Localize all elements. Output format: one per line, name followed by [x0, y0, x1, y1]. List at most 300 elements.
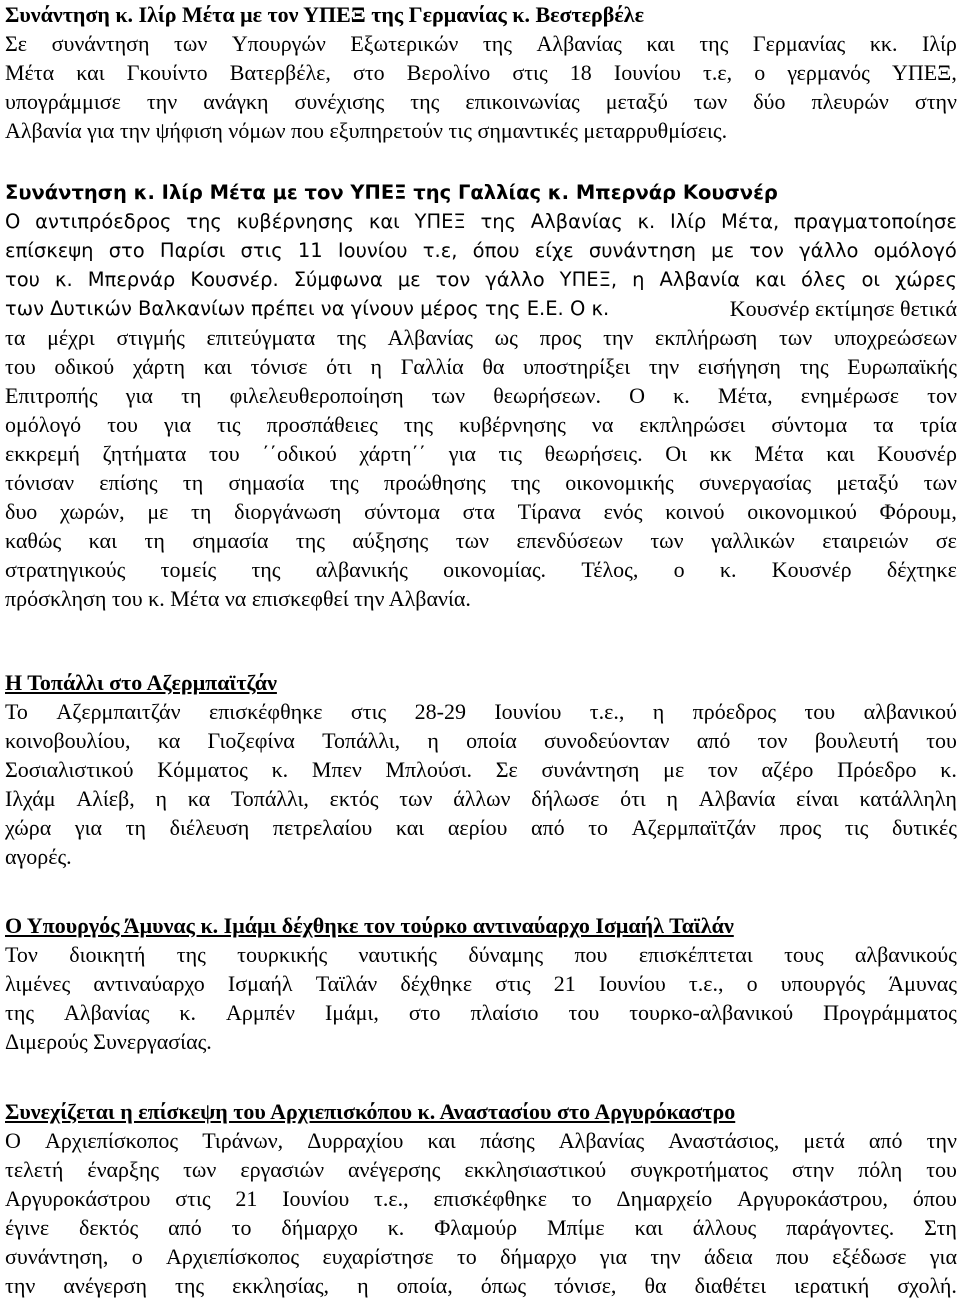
word: αντιναύαρχο: [93, 971, 205, 996]
word: συγκροτήματος: [630, 1157, 768, 1182]
word: Κόμματος: [157, 757, 248, 782]
word: αερίου: [447, 815, 508, 840]
paragraph-line: [5, 29, 957, 58]
word: χώρα: [5, 815, 52, 840]
word: για: [599, 1244, 628, 1269]
serif-text-part: Κουσνέρ εκτίμησε θετικά: [729, 296, 957, 321]
word: Αρμπέν: [226, 1000, 295, 1025]
word: ομόλογό: [873, 239, 957, 262]
word: στις: [512, 60, 548, 85]
word: σύντομα: [364, 499, 440, 524]
heading-anastasios-gjirokaster: Συνεχίζεται η επίσκεψη του Αρχιεπισκόπου κ. Αναστασίου στο Αργυρόκαστρο: [5, 1099, 736, 1124]
word: Ιλίρ: [922, 31, 957, 56]
word: αντιπρόεδρος: [35, 210, 172, 233]
word: των: [650, 528, 684, 553]
word: μεταξύ: [836, 470, 899, 495]
word: εκκλησίας,: [232, 1273, 330, 1298]
word: σχολή.: [897, 1273, 957, 1298]
paragraph-line: [5, 1213, 957, 1242]
paragraph-line: [5, 1184, 957, 1213]
word: άδεια: [704, 1244, 753, 1269]
word: κυβέρνησης: [236, 210, 355, 233]
word: λιμένες: [5, 971, 71, 996]
word: ανέγερσης: [348, 1157, 441, 1182]
word: Το: [5, 699, 28, 724]
word: στα: [462, 499, 495, 524]
word: Μέτα,: [721, 210, 780, 233]
word: βουλευτή: [814, 728, 899, 753]
paragraph-line: [5, 726, 957, 755]
word: διαθέτει: [694, 1273, 767, 1298]
word: μετά: [803, 1128, 845, 1153]
paragraph-line: [5, 813, 957, 842]
word: Αρχιεπίσκοπος: [45, 1128, 179, 1153]
word: του: [926, 728, 957, 753]
word: χάρτη: [132, 354, 185, 379]
word: κα: [157, 728, 181, 753]
word: κ.: [673, 383, 690, 408]
word: κυβέρνησης: [458, 412, 566, 437]
word: σημασία: [228, 470, 305, 495]
word: ο: [746, 971, 758, 996]
word: για: [929, 1244, 957, 1269]
word: την: [5, 1273, 36, 1298]
heading-topalli-azerbaijan: Η Τοπάλλι στο Αζερμπαϊτζάν: [5, 670, 277, 695]
word: προσπάθειες: [266, 412, 378, 437]
word: η: [357, 1273, 369, 1298]
word: Σε: [495, 757, 518, 782]
paragraph-line: [5, 1155, 957, 1184]
paragraph-line: [5, 998, 957, 1027]
word: Αρχιεπίσκοπος: [166, 1244, 300, 1269]
word: Μπερνάρ: [87, 268, 176, 291]
word: ενημέρωσε: [800, 383, 900, 408]
word: διοικητή: [69, 942, 146, 967]
word: των: [455, 528, 490, 553]
word: με: [711, 239, 735, 262]
word: οικονομικής: [565, 470, 674, 495]
word: πλευρών: [811, 89, 889, 114]
word: Ο: [5, 210, 21, 233]
word: η: [632, 268, 645, 291]
word: Μέτα: [5, 60, 55, 85]
word: να: [591, 412, 614, 437]
word: της: [403, 412, 433, 437]
word: η: [155, 786, 167, 811]
word: κ.: [54, 268, 73, 291]
heading-meta-westerwelle: Συνάντηση κ. Ιλίρ Μέτα με τον ΥΠΕΞ της Γερμανίας κ. Βεστερβέλε: [5, 2, 644, 27]
word: και: [368, 210, 400, 233]
word: όπου: [472, 239, 520, 262]
paragraph-line: [5, 58, 957, 87]
word: του: [568, 1000, 600, 1025]
word: τη: [191, 499, 212, 524]
word: από: [696, 728, 731, 753]
paragraph-line: [5, 1271, 957, 1300]
section-imami-taylan: [5, 911, 957, 1056]
word: έγινε: [5, 1215, 50, 1240]
word: ΄΄οδικού: [262, 441, 337, 466]
word: Ιλχάμ: [5, 786, 56, 811]
word: καθώς: [5, 528, 62, 553]
word: επίσης: [99, 470, 158, 495]
word: και: [88, 528, 117, 553]
word: ΥΠΕΞ,: [891, 60, 957, 85]
word: άλλων: [453, 786, 511, 811]
paragraph-line: [5, 410, 957, 439]
word: Γαλλία: [400, 354, 464, 379]
word: προώθησης: [383, 470, 486, 495]
word: κ.: [719, 557, 737, 582]
word: Προγράμματος: [823, 1000, 957, 1025]
paragraph-line-mixed: [5, 294, 957, 323]
word: Βερολίνο: [406, 60, 491, 85]
word: οποία,: [396, 1273, 453, 1298]
word: και: [826, 441, 855, 466]
word: Αζερμπαϊτζάν: [631, 815, 756, 840]
word: την: [648, 354, 680, 379]
word: κ.: [940, 757, 957, 782]
word: της: [5, 1000, 35, 1025]
paragraph-line: [5, 381, 957, 410]
word: της: [251, 557, 281, 582]
word: στο: [352, 60, 385, 85]
word: ενός: [603, 499, 643, 524]
word: προς: [539, 325, 582, 350]
word: με: [397, 268, 421, 291]
word: 18: [569, 60, 592, 85]
word: του: [804, 699, 836, 724]
word: Ιλίρ: [669, 210, 707, 233]
word: την: [926, 1128, 957, 1153]
word: την: [650, 1244, 681, 1269]
word: είχε: [534, 239, 574, 262]
word: των: [399, 786, 433, 811]
paragraph-line: [5, 526, 957, 555]
word: διοργάνωση: [234, 499, 342, 524]
word: Δυρραχίου: [307, 1128, 404, 1153]
word: των: [923, 470, 957, 495]
word: της: [480, 210, 517, 233]
word: όπως: [480, 1273, 527, 1298]
word: Μπλούσι.: [385, 757, 473, 782]
word: δυο: [5, 499, 38, 524]
word: ομόλογό: [5, 412, 82, 437]
word: τις: [498, 441, 523, 466]
paragraph-line: [5, 1242, 957, 1271]
word: τουρκικής: [237, 942, 328, 967]
word: Ο: [629, 383, 645, 408]
word: κα: [187, 786, 211, 811]
word: Γιοζεφίνα: [207, 728, 295, 753]
word: Ιμάμι,: [324, 1000, 379, 1025]
word: ο: [673, 557, 685, 582]
word: πάσης: [479, 1128, 535, 1153]
word: εκτός: [329, 786, 379, 811]
word: Αλβανίας: [558, 1128, 645, 1153]
word: Ισμαήλ: [227, 971, 293, 996]
word: πρόεδρος: [692, 699, 777, 724]
word: ότι: [620, 786, 646, 811]
paragraph-line: [5, 555, 957, 584]
word: ΥΠΕΞ: [414, 210, 466, 233]
word: κοινοβουλίου,: [5, 728, 131, 753]
word: συνέχισης: [294, 89, 385, 114]
word: Αζερμπαιτζάν: [56, 699, 181, 724]
word: Μπίμε: [547, 1215, 605, 1240]
word: στρατηγικούς: [5, 557, 126, 582]
word: τόνισαν: [5, 470, 75, 495]
word: δυτικές: [891, 815, 957, 840]
word: κατάλληλη: [859, 786, 957, 811]
word: τ.ε.,: [374, 1186, 409, 1211]
section-meta-kouchner: [5, 178, 957, 613]
word: οποία: [466, 728, 517, 753]
word: στις: [240, 239, 283, 262]
word: Ιουνίου: [337, 239, 408, 262]
paragraph-line: [5, 352, 957, 381]
word: Γκουίντο: [126, 60, 208, 85]
word: στο: [408, 1000, 441, 1025]
word: Στη: [924, 1215, 957, 1240]
word: με: [147, 499, 169, 524]
word: πόλη: [858, 1157, 903, 1182]
word: όλες: [801, 268, 847, 291]
word: η: [666, 786, 679, 811]
word: τελετή: [5, 1157, 64, 1182]
word: τα: [5, 325, 26, 350]
word: κοινού: [665, 499, 725, 524]
word: σύντομα: [771, 412, 848, 437]
word: Ταϊλάν: [315, 971, 378, 996]
word: κκ: [709, 441, 732, 466]
word: ανέγερση: [63, 1273, 147, 1298]
word: συνοδεύονταν: [544, 728, 670, 753]
word: μεταξύ: [605, 89, 668, 114]
word: Φλαμούρ: [434, 1215, 518, 1240]
word: πλαίσιο: [470, 1000, 539, 1025]
word: της: [295, 528, 325, 553]
word: Αλβανίας: [387, 325, 473, 350]
word: Αναστάσιος,: [668, 1128, 780, 1153]
word: δήμαρχο: [500, 1244, 577, 1269]
word: το: [588, 815, 609, 840]
word: δύο: [753, 89, 786, 114]
word: πετρελαίου: [272, 815, 373, 840]
word: της: [176, 942, 206, 967]
word: τη: [181, 383, 202, 408]
word: του: [5, 268, 40, 291]
word: το: [231, 1215, 252, 1240]
sans-text-part: των Δυτικών Βαλκανίων πρέπει να γίνουν μέρος της Ε.Ε. Ο κ.: [5, 297, 610, 320]
word: κ.: [179, 1000, 197, 1025]
word: Αλβανία: [659, 268, 741, 291]
word: αλβανικού: [863, 699, 957, 724]
paragraph-line: [5, 755, 957, 784]
word: συνάντηση,: [5, 1244, 109, 1269]
word: Ιουνίου: [494, 699, 562, 724]
word: και: [395, 815, 425, 840]
word: χώρες: [895, 268, 957, 291]
word: τρία: [919, 412, 957, 437]
word: Σοσιαλιστικού: [5, 757, 134, 782]
word: Φόρουμ,: [879, 499, 957, 524]
word: Μέτα,: [717, 383, 773, 408]
word: ότι: [326, 354, 352, 379]
word: εργασιών: [240, 1157, 325, 1182]
word: εκπλήρωση: [655, 325, 758, 350]
word: Τιράνων,: [202, 1128, 284, 1153]
word: ευχαρίστησε: [322, 1244, 434, 1269]
word: κ.: [387, 1215, 405, 1240]
word: τη: [144, 528, 165, 553]
word: συνάντηση: [541, 757, 640, 782]
word: τη: [125, 815, 146, 840]
word: της: [186, 210, 222, 233]
word: των: [778, 325, 813, 350]
word: γάλλο: [799, 239, 859, 262]
word: τον: [757, 728, 788, 753]
word: της: [482, 31, 512, 56]
word: Τοπάλλι,: [322, 728, 401, 753]
word: θεωρήσεων.: [493, 383, 601, 408]
paragraph-line: [5, 207, 957, 236]
word: το: [456, 1244, 477, 1269]
word: τις: [217, 412, 241, 437]
word: παράγοντες.: [786, 1215, 895, 1240]
word: του: [208, 441, 240, 466]
word: επισκέφθηκε: [208, 699, 323, 724]
word: για: [163, 412, 192, 437]
word: εταιρειών: [822, 528, 909, 553]
word: τους: [784, 942, 824, 967]
word: 21: [553, 971, 576, 996]
word: Άμυνας: [888, 971, 957, 996]
word: αζέρο: [761, 757, 814, 782]
word: Τοπάλλι,: [230, 786, 309, 811]
word: 28-29: [414, 699, 466, 724]
word: υποχρεώσεων: [833, 325, 957, 350]
word: Παρίσι: [159, 239, 226, 262]
word: οδικού: [54, 354, 115, 379]
word: οι: [861, 268, 881, 291]
word: με: [663, 757, 685, 782]
word: Βατερβέλε,: [229, 60, 331, 85]
word: και: [755, 268, 786, 291]
word: στο: [108, 239, 145, 262]
word: Εξωτερικών: [350, 31, 459, 56]
word: την: [146, 89, 178, 114]
word: Μέτα: [754, 441, 804, 466]
word: της: [699, 31, 729, 56]
word: Αλβανία: [698, 786, 776, 811]
word: ΥΠΕΞ,: [559, 268, 618, 291]
paragraph-line: [5, 697, 957, 726]
word: τομείς: [160, 557, 217, 582]
word: γαλλικών: [711, 528, 795, 553]
word: τ.ε.,: [688, 971, 724, 996]
word: συνάντηση: [588, 239, 696, 262]
word: εξέδωσε: [832, 1244, 907, 1269]
word: τα: [873, 412, 894, 437]
paragraph-line: Διμερούς Συνεργασίας.: [5, 1029, 212, 1054]
word: δύναμης: [468, 942, 544, 967]
word: τον: [707, 757, 738, 782]
word: επιτεύγματα: [206, 325, 316, 350]
word: Ιουνίου: [613, 60, 681, 85]
word: Τίρανα: [517, 499, 581, 524]
section-anastasios-gjirokaster: [5, 1097, 957, 1300]
word: τη: [182, 470, 204, 495]
word: Αλβανίας: [536, 31, 622, 56]
word: συνάντηση: [51, 31, 150, 56]
word: των: [183, 1157, 217, 1182]
word: γάλλο: [485, 268, 545, 291]
word: Ιουνίου: [282, 1186, 350, 1211]
word: από: [168, 1215, 202, 1240]
word: Αργυροκάστρου: [5, 1186, 151, 1211]
word: ανάγκη: [203, 89, 269, 114]
word: προς: [779, 815, 822, 840]
word: των: [431, 383, 466, 408]
word: πραγματοποίησε: [793, 210, 957, 233]
paragraph-line: [5, 87, 957, 116]
word: Ιουνίου: [598, 971, 666, 996]
word: φιλελευθεροποίηση: [229, 383, 404, 408]
word: επισκέφθηκε: [433, 1186, 547, 1211]
word: τις: [844, 815, 869, 840]
word: δήλωσε: [531, 786, 600, 811]
word: σημασία: [192, 528, 269, 553]
word: για: [448, 441, 476, 466]
word: ναυτικής: [358, 942, 437, 967]
section-topalli-azerbaijan: [5, 668, 957, 871]
word: σε: [935, 528, 957, 553]
word: το: [571, 1186, 592, 1211]
word: χάρτη΄΄: [359, 441, 427, 466]
word: ο: [754, 60, 766, 85]
word: Αλβανίας: [64, 1000, 150, 1025]
word: συνεργασίας: [698, 470, 812, 495]
word: Τον: [5, 942, 38, 967]
paragraph-line: [5, 439, 957, 468]
word: θα: [644, 1273, 667, 1298]
word: τον: [435, 268, 471, 291]
word: για: [74, 815, 103, 840]
paragraph-line: [5, 468, 957, 497]
word: Ο: [5, 1128, 21, 1153]
word: των: [693, 89, 728, 114]
word: τ.ε.,: [589, 699, 625, 724]
word: από: [868, 1128, 903, 1153]
word: τ.ε,: [703, 60, 733, 85]
word: στις: [175, 1186, 211, 1211]
word: και: [76, 60, 105, 85]
word: θεωρήσεις.: [544, 441, 643, 466]
word: που: [775, 1244, 809, 1269]
word: έναρξης: [87, 1157, 160, 1182]
word: ως: [494, 325, 518, 350]
word: κ.: [271, 757, 289, 782]
word: Ευρωπαϊκής: [847, 354, 957, 379]
word: εκκρεμή: [5, 441, 80, 466]
word: είναι: [796, 786, 839, 811]
word: ιερατική: [794, 1273, 870, 1298]
word: Μπεν: [311, 757, 362, 782]
word: τόνισε: [250, 354, 308, 379]
word: Δημαρχείο: [616, 1186, 713, 1211]
heading-meta-kouchner: Συνάντηση κ. Ιλίρ Μέτα με τον ΥΠΕΞ της Γαλλίας κ. Μπερνάρ Κουσνέρ: [5, 181, 778, 204]
